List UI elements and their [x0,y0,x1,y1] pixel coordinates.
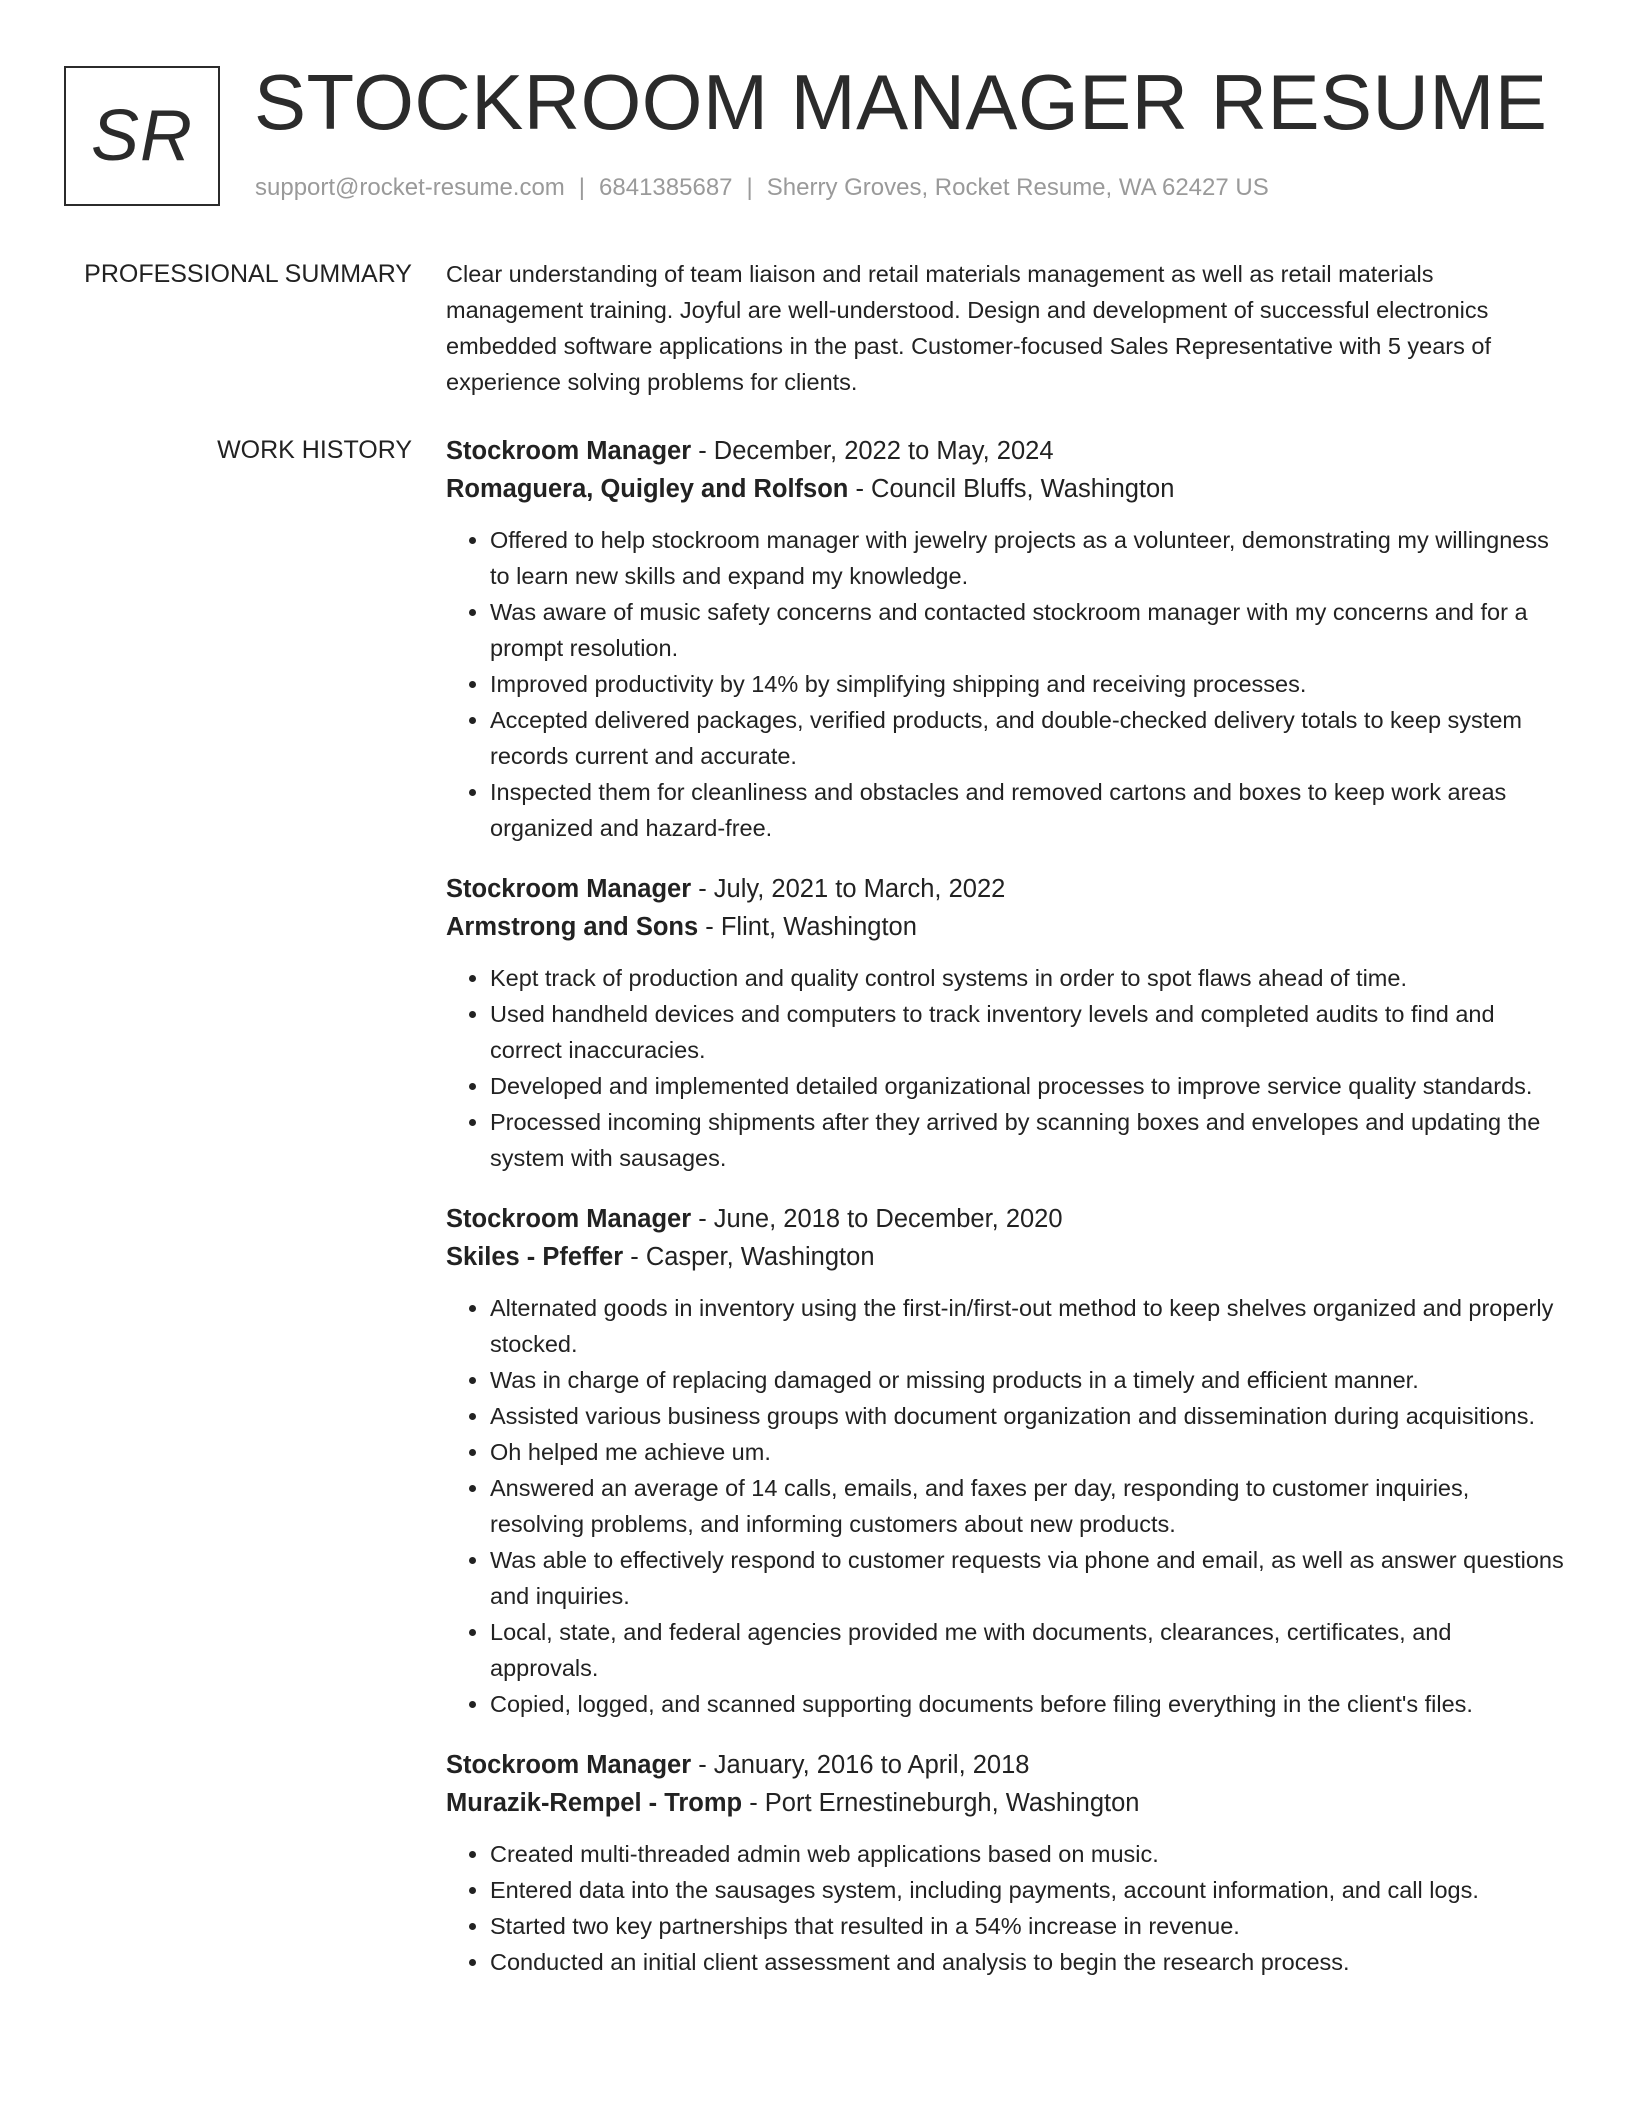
job-entry [446,870,1566,1176]
job-bullet: • Inspected them for cleanliness and obstacles and removed cartons and boxes to keep work areas organized and hazard-free. [490,774,1566,846]
job-dates: - January, 2016 to April, 2018 [691,1751,1030,1779]
job-bullet: • Answered an average of 14 calls, emails, and faxes per day, responding to customer inquiries, resolving problems, and informing customers about new products. [490,1470,1566,1542]
job-bullet: • Accepted delivered packages, verified products, and double-checked delivery totals to keep system records current and accurate. [490,702,1566,774]
jobs-list [446,432,1566,2004]
job-bullets [446,1290,1566,1722]
contact-separator: | [746,174,753,201]
summary-label: PROFESSIONAL SUMMARY [84,260,412,288]
job-location: - Council Bluffs, Washington [848,475,1175,503]
job-bullet: • Copied, logged, and scanned supporting documents before filing everything in the client's files. [490,1686,1566,1722]
contact-separator: | [578,174,586,201]
job-title-line [446,432,1566,470]
job-bullet: • Offered to help stockroom manager with jewelry projects as a volunteer, demonstrating my willingness to learn new skills and expand my knowledge. [490,522,1566,594]
job-title-line [446,1746,1566,1784]
job-company: Armstrong and Sons [446,913,699,941]
job-bullet: • Entered data into the sausages system, including payments, account information, and call logs. [490,1872,1566,1908]
job-dates: - December, 2022 to May, 2024 [691,437,1054,465]
job-location: - Flint, Washington [698,913,917,941]
job-title: Stockroom Manager [446,875,692,903]
resume-title: STOCKROOM MANAGER RESUME [254,58,1548,146]
job-bullets [446,960,1566,1176]
job-bullet: • Oh helped me achieve um. [490,1434,1566,1470]
job-company-line [446,470,1566,508]
job-bullet: • Created multi-threaded admin web applications based on music. [490,1836,1566,1872]
job-bullets [446,522,1566,846]
job-entry [446,1746,1566,1980]
job-bullet: • Local, state, and federal agencies provided me with documents, clearances, certificates, and approvals. [490,1614,1566,1686]
job-bullet: • Started two key partnerships that resulted in a 54% increase in revenue. [490,1908,1566,1944]
job-company-line [446,1784,1566,1822]
job-bullet: • Used handheld devices and computers to track inventory levels and completed audits to find and correct inaccuracies. [490,996,1566,1068]
monogram-box [64,66,220,206]
job-location: - Casper, Washington [623,1243,875,1271]
job-title: Stockroom Manager [446,437,692,465]
contact-phone[interactable]: 6841385687 [599,174,733,201]
job-bullet: • Alternated goods in inventory using the first-in/first-out method to keep shelves organized and properly stocked. [490,1290,1566,1362]
job-company: Murazik-Rempel - Tromp [446,1789,743,1817]
work-history-label: WORK HISTORY [217,436,412,464]
job-bullet: • Conducted an initial client assessment and analysis to begin the research process. [490,1944,1566,1980]
job-entry [446,1200,1566,1722]
job-title-line [446,1200,1566,1238]
job-bullet: • Kept track of production and quality control systems in order to spot flaws ahead of time. [490,960,1566,996]
job-entry [446,432,1566,846]
job-company-line [446,1238,1566,1276]
job-bullet: • Improved productivity by 14% by simplifying shipping and receiving processes. [490,666,1566,702]
contact-email[interactable]: support@rocket-resume.com [255,174,565,201]
job-title: Stockroom Manager [446,1751,692,1779]
contact-line [255,174,1269,202]
job-location: - Port Ernestineburgh, Washington [742,1789,1140,1817]
job-dates: - July, 2021 to March, 2022 [691,875,1006,903]
job-company-line [446,908,1566,946]
job-bullet: • Was aware of music safety concerns and contacted stockroom manager with my concerns and for a prompt resolution. [490,594,1566,666]
summary-text: Clear understanding of team liaison and retail materials management as well as retail materials management training. Joyful are well-understood. Design and development of successful electronics embedded software applications in the past. Customer-focused Sales Representative with 5 years of experience solving problems for clients. [446,261,1492,395]
job-title: Stockroom Manager [446,1205,692,1233]
job-bullet: • Was able to effectively respond to customer requests via phone and email, as well as answer questions and inquiries. [490,1542,1566,1614]
job-dates: - June, 2018 to December, 2020 [691,1205,1063,1233]
job-bullet: • Was in charge of replacing damaged or missing products in a timely and efficient manner. [490,1362,1566,1398]
job-bullets [446,1836,1566,1980]
job-company: Romaguera, Quigley and Rolfson [446,475,849,503]
job-title-line [446,870,1566,908]
job-bullet: • Processed incoming shipments after they arrived by scanning boxes and envelopes and updating the system with sausages. [490,1104,1566,1176]
monogram-initials: SR [90,96,194,176]
contact-address: Sherry Groves, Rocket Resume, WA 62427 US [766,174,1269,201]
job-company: Skiles - Pfeffer [446,1243,624,1271]
job-bullet: • Developed and implemented detailed organizational processes to improve service quality standards. [490,1068,1566,1104]
job-bullet: • Assisted various business groups with document organization and dissemination during acquisitions. [490,1398,1566,1434]
